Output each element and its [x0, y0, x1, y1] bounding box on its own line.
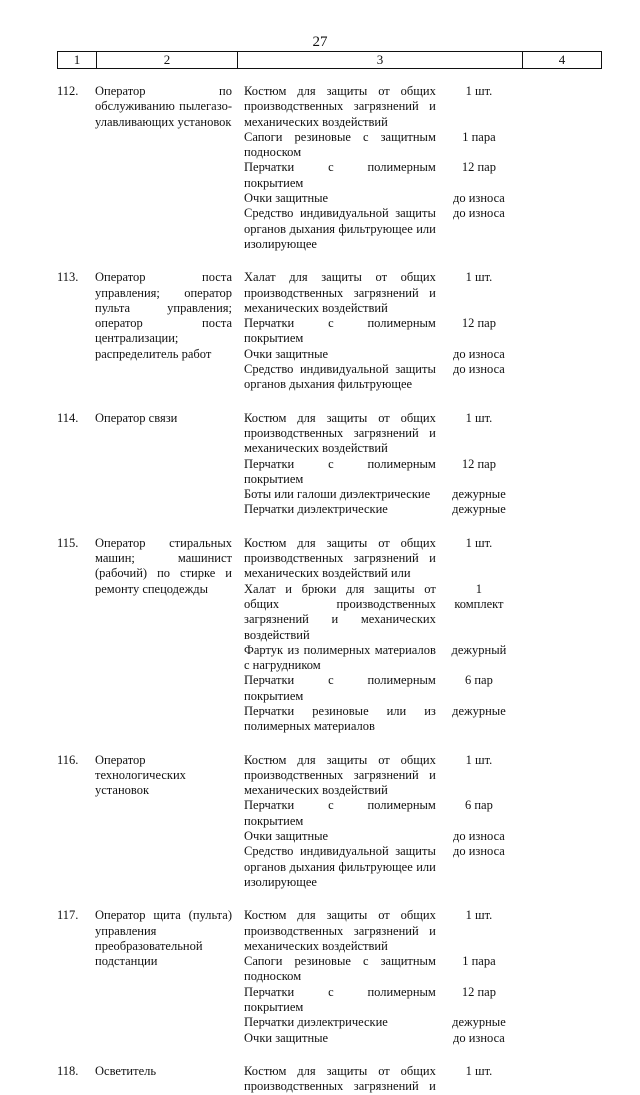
- list-item: [244, 829, 508, 844]
- ppe-name: Перчатки с полимерным покрытием: [244, 316, 436, 346]
- ppe-name: Боты или галоши диэлектрические: [244, 487, 431, 502]
- ppe-name: Халат и брюки для защиты от общих производственных загрязнений и механических воздействий: [244, 581, 436, 642]
- table-row: [0, 908, 640, 1046]
- ppe-name: Костюм для защиты от общих производственных загрязнений и механических воздействий или: [244, 535, 436, 581]
- list-item: [244, 206, 508, 252]
- ppe-name: Средство индивидуальной защиты органов дыхания фильтрующее или изолирующее: [244, 206, 436, 251]
- list-item: [244, 1031, 508, 1046]
- ppe-name: Сапоги резиновые с защитным подноском: [244, 129, 436, 160]
- ppe-name: Перчатки с полимерным покрытием: [244, 984, 436, 1015]
- list-item: [244, 316, 508, 347]
- row-number: 113.: [57, 270, 79, 285]
- ppe-name: Очки защитные: [244, 346, 329, 361]
- ppe-norm: до износа: [452, 829, 505, 844]
- ppe-name: Фартук из полимерных материалов с нагрудником: [244, 642, 436, 673]
- row-number: 115.: [57, 535, 79, 550]
- ppe-norm: до износа: [452, 362, 505, 377]
- header-col-3: 3: [238, 52, 523, 68]
- row-number: 116.: [57, 752, 79, 767]
- table-row: [0, 753, 640, 891]
- profession-name: Оператор связи: [95, 410, 178, 425]
- profession-name: Оператор по обслуживанию пылегазо-улавливающих установок: [95, 84, 232, 129]
- ppe-norm: до износа: [452, 346, 505, 361]
- ppe-name: Средство индивидуальной защиты органов дыхания фильтрующее: [244, 362, 436, 392]
- header-col-2: 2: [97, 52, 238, 68]
- row-number: 114.: [57, 410, 79, 425]
- page-number: 27: [312, 34, 328, 50]
- header-col-4: 4: [558, 52, 566, 67]
- row-number: 117.: [57, 908, 79, 923]
- ppe-norm: 1 пара: [462, 954, 496, 969]
- ppe-norm: 12 пар: [461, 456, 496, 471]
- ppe-norm: 12 пар: [461, 316, 496, 331]
- ppe-name: Средство индивидуальной защиты органов дыхания фильтрующее или изолирующее: [244, 844, 436, 889]
- list-item: [244, 753, 508, 799]
- ppe-items: [244, 411, 508, 518]
- table-row: [0, 411, 640, 518]
- ppe-norm: 1 шт.: [465, 270, 493, 285]
- list-item: [244, 347, 508, 362]
- list-item: [244, 1015, 508, 1030]
- table-header: [57, 51, 602, 69]
- ppe-name: Костюм для защиты от общих производственных загрязнений и механических воздействий: [244, 752, 436, 798]
- list-item: [244, 908, 508, 954]
- ppe-name: Перчатки диэлектрические: [244, 502, 388, 517]
- table-row: [0, 1064, 640, 1095]
- list-item: [244, 362, 508, 393]
- row-number: 118.: [57, 1063, 79, 1078]
- ppe-norm: 1 шт.: [465, 84, 493, 98]
- ppe-name: Костюм для защиты от общих производственных загрязнений и механических воздействий: [244, 84, 436, 129]
- list-item: [244, 270, 508, 316]
- list-item: [244, 536, 508, 582]
- header-col-1: 1: [58, 52, 97, 68]
- list-item: [244, 673, 508, 704]
- list-item: [244, 160, 508, 191]
- ppe-norm: 1 шт.: [465, 535, 493, 550]
- profession-name: Оператор стиральных машин; машинист (рабочий) по стирке и ремонту спецодежды: [95, 535, 232, 596]
- ppe-norm: дежурные: [452, 502, 506, 517]
- ppe-items: [244, 908, 508, 1046]
- ppe-norm: 6 пар: [464, 673, 493, 688]
- list-item: [244, 844, 508, 890]
- entries-list: [0, 84, 640, 1095]
- ppe-norm: до износа: [452, 206, 505, 221]
- profession-name: Оператор технологических установок: [95, 752, 186, 798]
- ppe-norm: до износа: [452, 844, 505, 859]
- ppe-name: Сапоги резиновые с защитным подноском: [244, 954, 436, 984]
- list-item: [244, 457, 508, 488]
- profession-name: Осветитель: [95, 1063, 157, 1078]
- ppe-name: Очки защитные: [244, 829, 329, 844]
- ppe-name: Костюм для защиты от общих производственных загрязнений и: [244, 1063, 436, 1094]
- ppe-name: Перчатки с полимерным покрытием: [244, 160, 436, 190]
- ppe-norm: 1 пара: [462, 129, 496, 144]
- list-item: [244, 191, 508, 206]
- ppe-norm: 6 пар: [464, 798, 493, 813]
- list-item: [244, 411, 508, 457]
- ppe-items: [244, 84, 508, 252]
- table-row: [0, 84, 640, 252]
- ppe-norm: дежурные: [452, 1015, 506, 1030]
- list-item: [244, 502, 508, 517]
- list-item: [244, 582, 508, 643]
- list-item: [244, 985, 508, 1016]
- ppe-norm: дежурные: [452, 487, 506, 502]
- ppe-norm: дежурные: [452, 703, 506, 718]
- ppe-name: Перчатки с полимерным покрытием: [244, 798, 436, 828]
- profession-name: Оператор поста управления; оператор пульта управления; оператор поста централизации; распределитель работ: [95, 270, 232, 361]
- ppe-norm: до износа: [452, 1030, 505, 1045]
- ppe-norm: 1 комплект: [454, 581, 504, 611]
- ppe-norm: 12 пар: [461, 160, 496, 175]
- list-item: [244, 643, 508, 674]
- ppe-norm: 1 шт.: [465, 410, 493, 425]
- ppe-items: [244, 270, 508, 392]
- list-item: [244, 84, 508, 130]
- ppe-norm: 1 шт.: [465, 752, 493, 767]
- list-item: [244, 798, 508, 829]
- profession-name: Оператор щита (пульта) управления преобразовательной подстанции: [95, 908, 232, 969]
- ppe-items: [244, 753, 508, 891]
- ppe-norm: дежурный: [451, 642, 507, 657]
- ppe-name: Перчатки резиновые или из полимерных материалов: [244, 703, 436, 734]
- ppe-norm: 1 шт.: [465, 908, 493, 923]
- ppe-items: [244, 536, 508, 735]
- ppe-name: Халат для защиты от общих производственных загрязнений и механических воздействий: [244, 270, 436, 315]
- ppe-norm: 12 пар: [461, 984, 496, 999]
- table-row: [0, 536, 640, 735]
- ppe-items: [244, 1064, 508, 1095]
- list-item: [244, 130, 508, 161]
- ppe-name: Костюм для защиты от общих производственных загрязнений и механических воздействий: [244, 908, 436, 953]
- list-item: [244, 704, 508, 735]
- ppe-name: Перчатки с полимерным покрытием: [244, 673, 436, 703]
- list-item: [244, 954, 508, 985]
- ppe-name: Очки защитные: [244, 191, 329, 206]
- ppe-name: Перчатки с полимерным покрытием: [244, 456, 436, 486]
- ppe-name: Перчатки диэлектрические: [244, 1015, 388, 1030]
- ppe-norm: 1 шт.: [465, 1063, 493, 1078]
- ppe-name: Очки защитные: [244, 1030, 329, 1045]
- list-item: [244, 487, 508, 502]
- ppe-norm: до износа: [452, 191, 505, 206]
- table-row: [0, 270, 640, 392]
- row-number: 112.: [57, 84, 79, 98]
- ppe-name: Костюм для защиты от общих производственных загрязнений и механических воздействий: [244, 410, 436, 456]
- list-item: [244, 1064, 508, 1095]
